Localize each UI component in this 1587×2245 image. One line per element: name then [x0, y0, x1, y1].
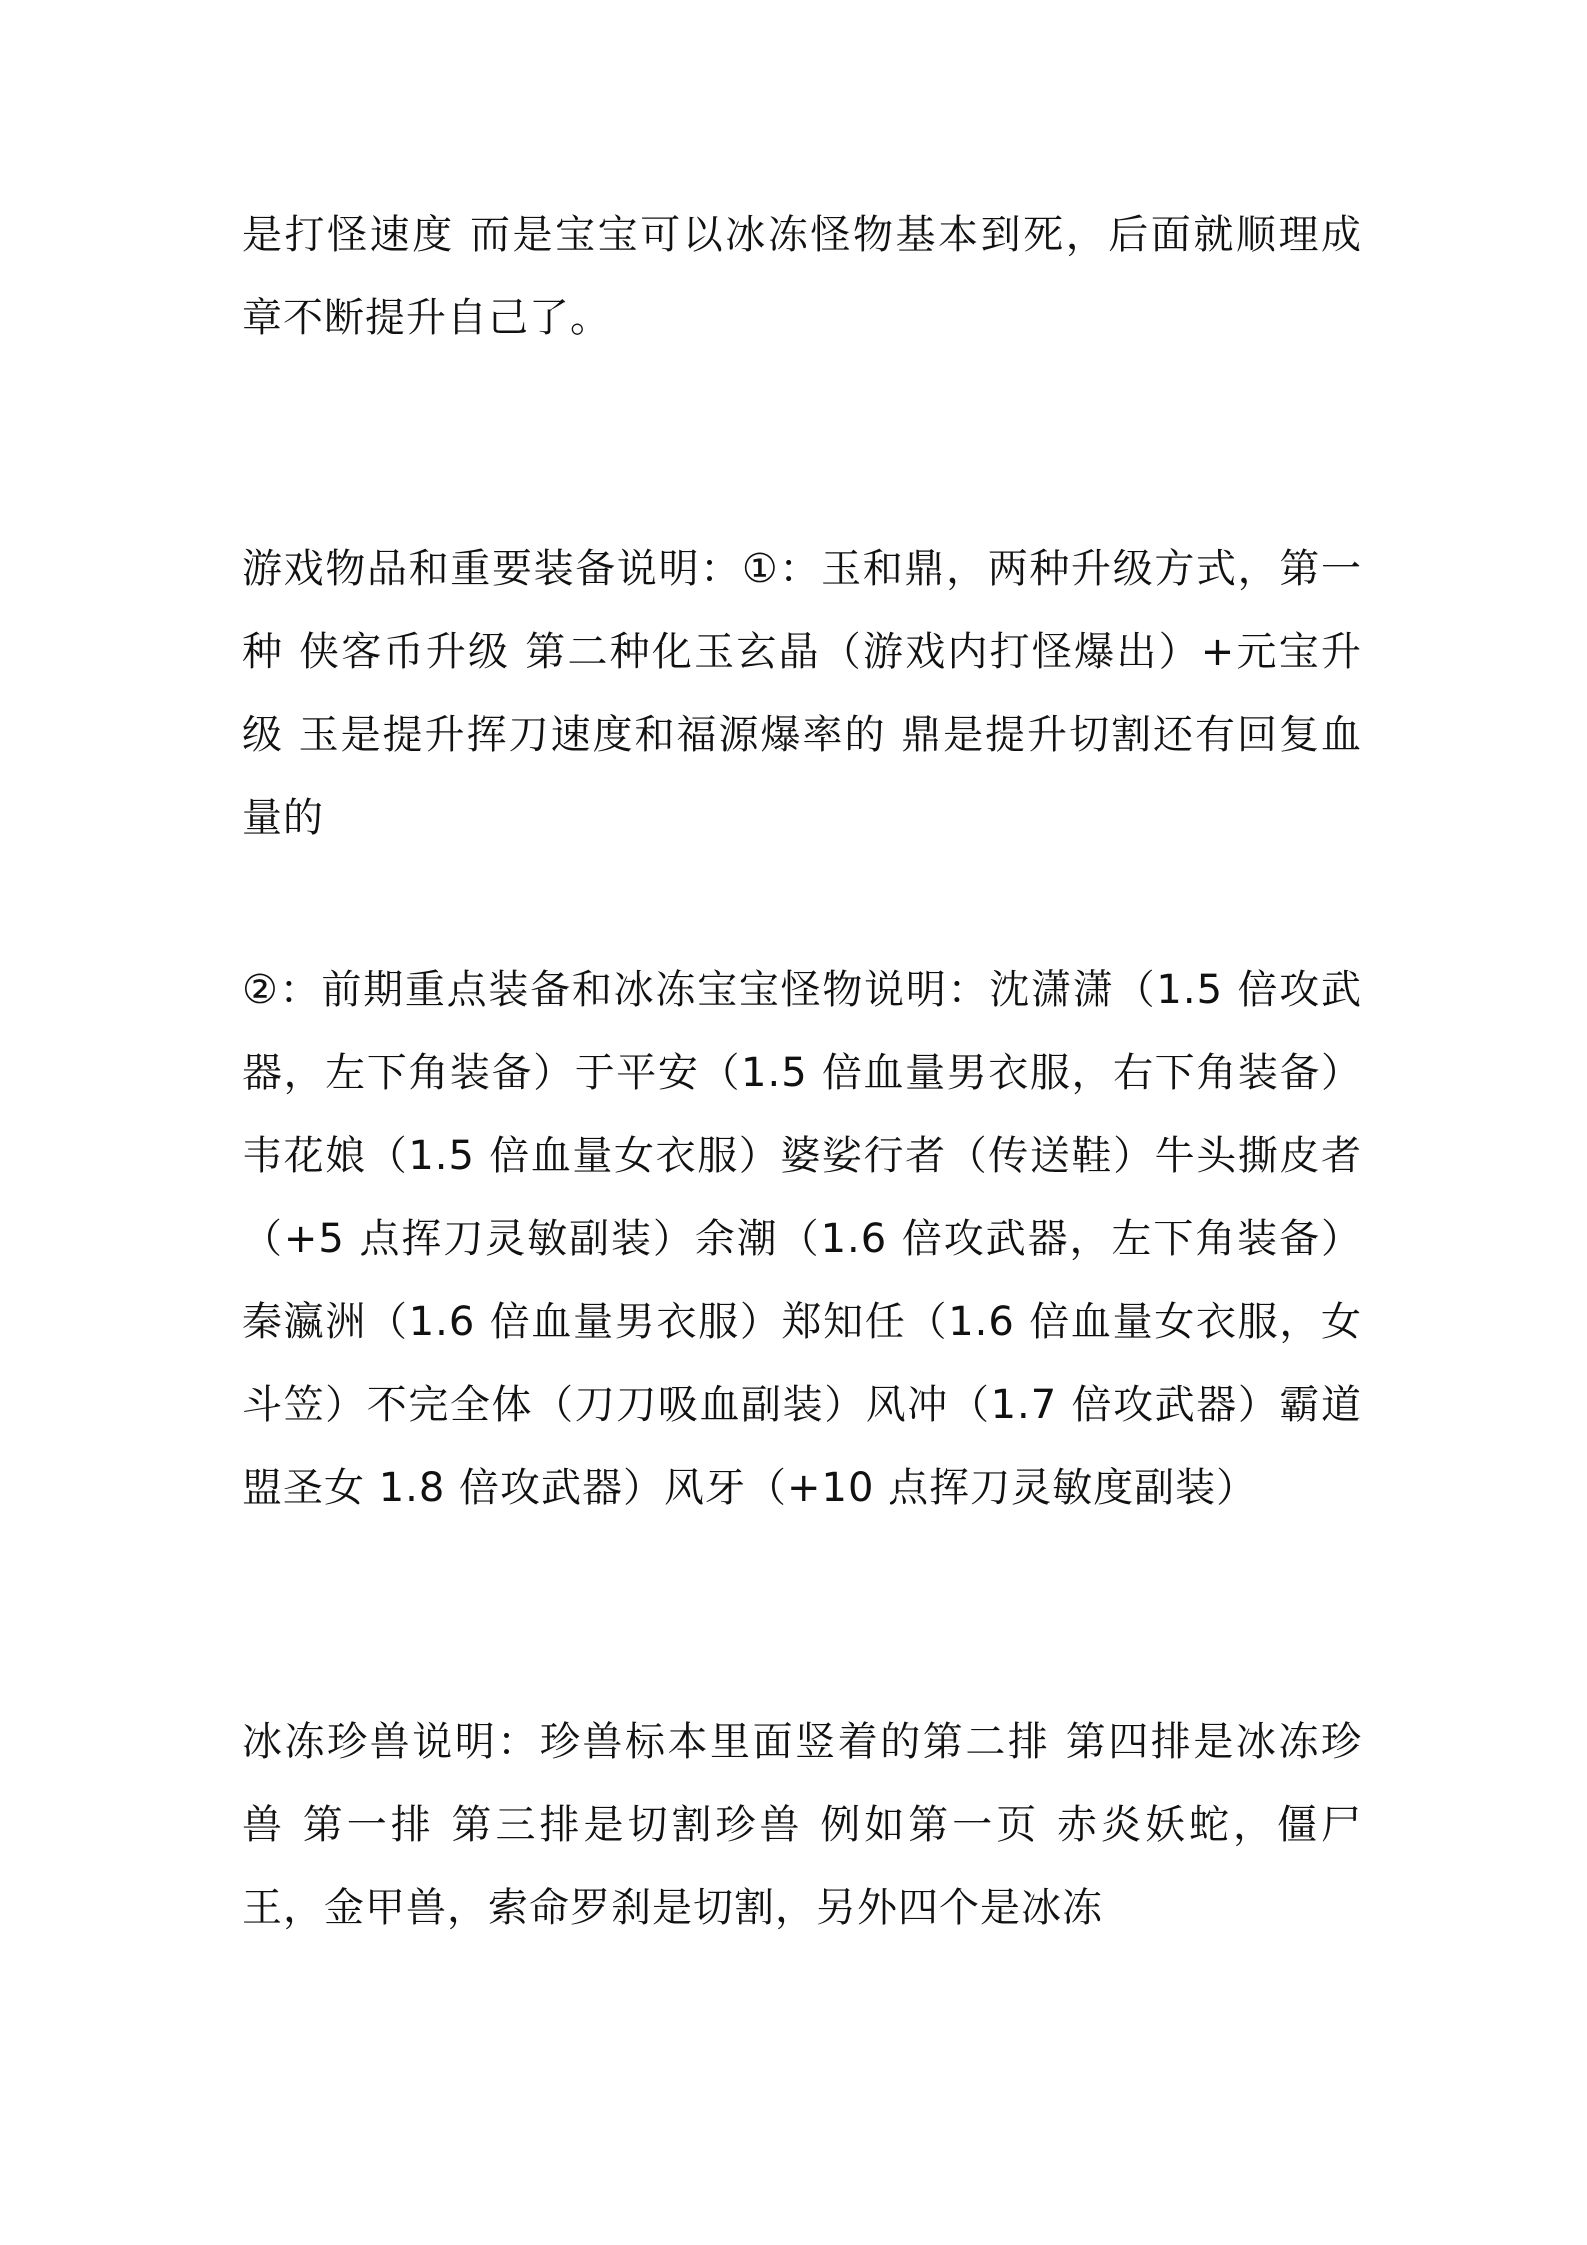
paragraph-speed-note: 是打怪速度 而是宝宝可以冰冻怪物基本到死，后面就顺理成章不断提升自己了。 [242, 212, 1362, 341]
paragraph-items-jade-cauldron: 游戏物品和重要装备说明：①：玉和鼎，两种升级方式，第一种 侠客币升级 第二种化玉玄晶（游戏内打怪爆出）+元宝升级 玉是提升挥刀速度和福源爆率的 鼎是提升切割还有回复血量的 [242, 546, 1362, 841]
paragraph-early-equipment: ②：前期重点装备和冰冻宝宝怪物说明：沈潇潇（1.5 倍攻武器，左下角装备）于平安（1.5 倍血量男衣服，右下角装备）韦花娘（1.5 倍血量女衣服）婆娑行者（传送鞋）牛头撕皮者（+5 点挥刀灵敏副装）余潮（1.6 倍攻武器，左下角装备）秦瀛洲（1.6 倍血量男衣服）郑知任（1.6 倍血量女衣服，女斗笠）不完全体（刀刀吸血副装）风冲（1.7 倍攻武器）霸道盟圣女 1.8 倍攻武器）风牙（+10 点挥刀灵敏度副装） [242, 967, 1362, 1511]
paragraph-frozen-beasts: 冰冻珍兽说明：珍兽标本里面竖着的第二排 第四排是冰冻珍兽 第一排 第三排是切割珍兽 例如第一页 赤炎妖蛇，僵尸王，金甲兽，索命罗刹是切割，另外四个是冰冻 [242, 1719, 1362, 1931]
